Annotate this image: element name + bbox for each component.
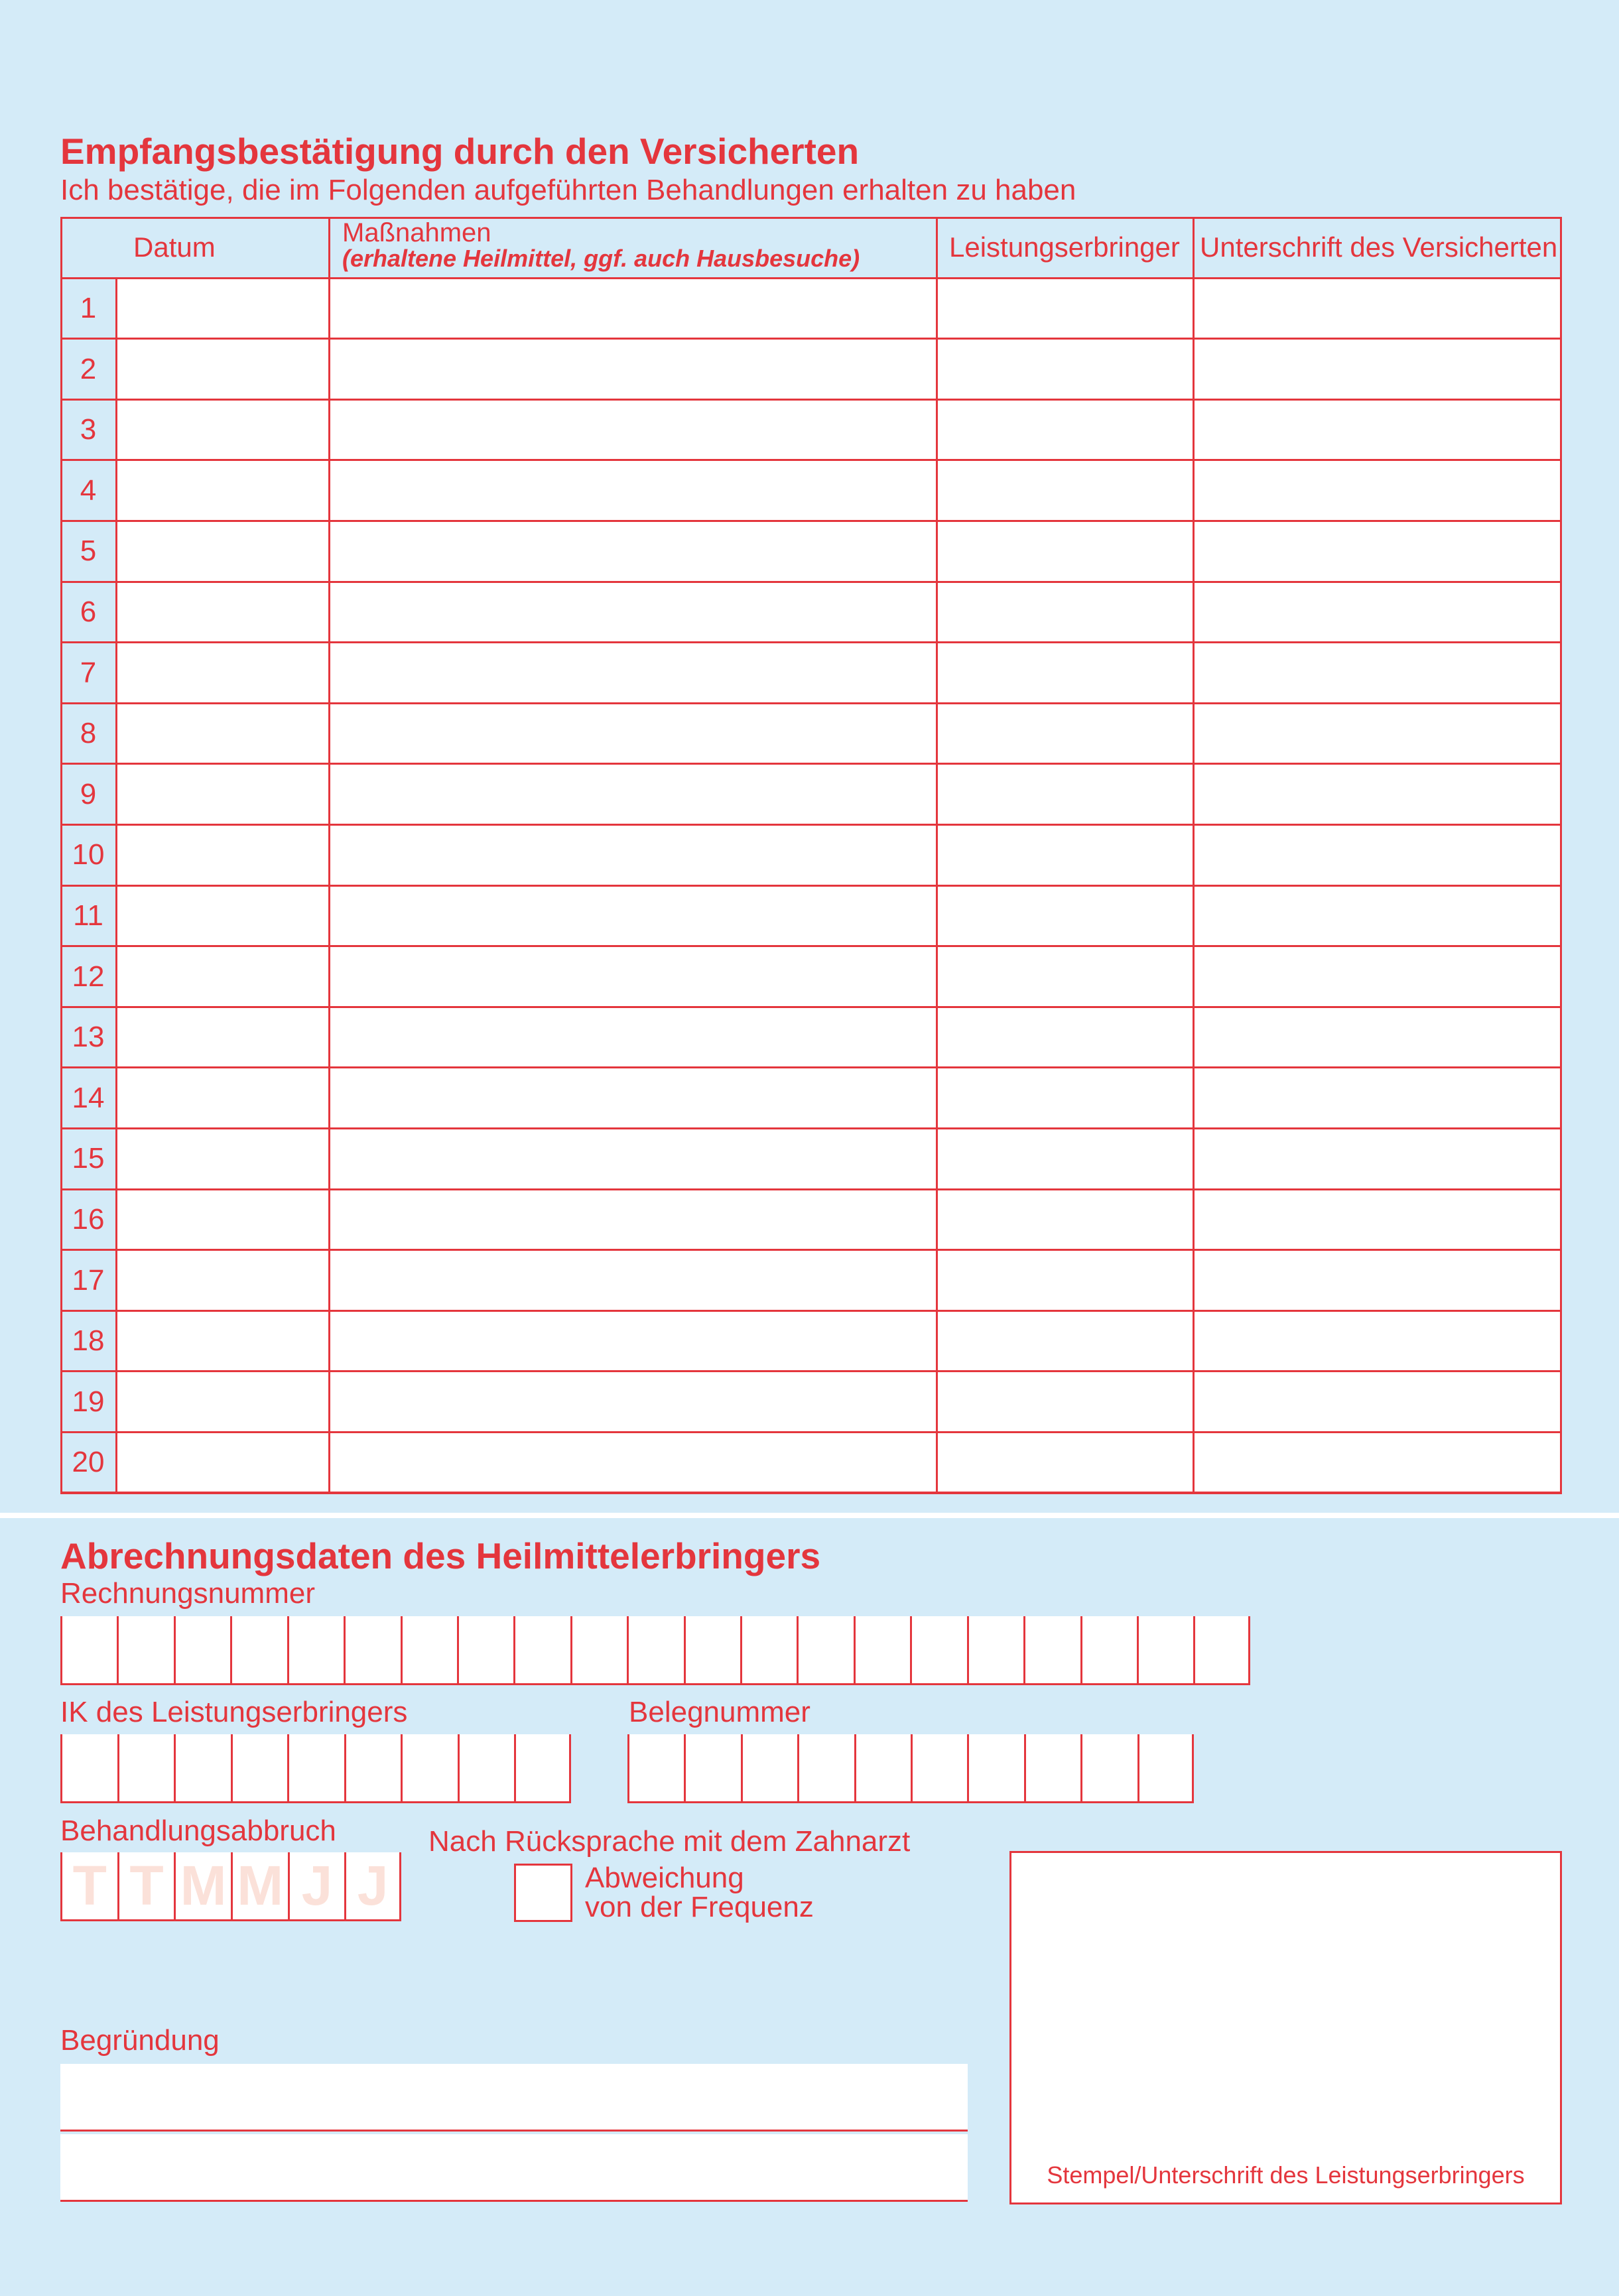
- abweichung-checkbox[interactable]: [514, 1864, 572, 1922]
- ik-digit-box[interactable]: [231, 1734, 288, 1801]
- row-number: 18: [72, 1324, 105, 1358]
- ik-digit-box[interactable]: [344, 1734, 401, 1801]
- date-digit-box[interactable]: T: [60, 1852, 117, 1919]
- confirmation-subtitle: Ich bestätige, die im Folgenden aufgeführten Behandlungen erhalten zu haben: [60, 174, 1076, 206]
- table-border: [60, 217, 1562, 1494]
- rechnungsnummer-digit-box[interactable]: [457, 1616, 513, 1683]
- row-number: 6: [80, 596, 97, 628]
- row-number: 12: [72, 960, 105, 993]
- row-number: 8: [80, 717, 97, 750]
- row-number: 11: [73, 899, 103, 932]
- row-number: 5: [80, 535, 97, 568]
- rechnungsnummer-digit-box[interactable]: [684, 1616, 740, 1683]
- stamp-signature-box[interactable]: [1009, 1851, 1562, 2204]
- row-number: 1: [80, 292, 97, 324]
- behandlungsabbruch-label: Behandlungsabbruch: [60, 1815, 336, 1847]
- behandlungsabbruch-date-field[interactable]: [60, 1852, 401, 1921]
- rechnungsnummer-digit-box[interactable]: [740, 1616, 797, 1683]
- belegnummer-digit-box[interactable]: [967, 1734, 1023, 1801]
- belegnummer-digit-box[interactable]: [1080, 1734, 1137, 1801]
- rechnungsnummer-digit-box[interactable]: [570, 1616, 627, 1683]
- rechnungsnummer-label: Rechnungsnummer: [60, 1577, 315, 1610]
- ik-digit-box[interactable]: [60, 1734, 117, 1801]
- begruendung-line-2[interactable]: [60, 2134, 968, 2202]
- rechnungsnummer-digit-box[interactable]: [797, 1616, 853, 1683]
- belegnummer-digit-box[interactable]: [741, 1734, 797, 1801]
- belegnummer-label: Belegnummer: [629, 1696, 810, 1728]
- rechnungsnummer-digit-box[interactable]: [117, 1616, 173, 1683]
- header-massnahmen-sub: (erhaltene Heilmittel, ggf. auch Hausbesuche): [342, 245, 860, 272]
- ik-digit-box[interactable]: [287, 1734, 344, 1801]
- begruendung-label: Begründung: [60, 2024, 220, 2057]
- date-digit-box[interactable]: M: [174, 1852, 231, 1919]
- ik-digit-box[interactable]: [174, 1734, 231, 1801]
- belegnummer-digit-box[interactable]: [1024, 1734, 1080, 1801]
- rechnungsnummer-digit-box[interactable]: [627, 1616, 683, 1683]
- row-number: 20: [72, 1446, 105, 1479]
- belegnummer-digit-box[interactable]: [627, 1734, 684, 1801]
- row-number: 3: [80, 413, 97, 446]
- ik-digit-box[interactable]: [401, 1734, 458, 1801]
- abweichung-label-line2: von der Frequenz: [585, 1891, 814, 1923]
- billing-title: Abrechnungsdaten des Heilmittelerbringers: [60, 1535, 821, 1576]
- rechnungsnummer-digit-box[interactable]: [174, 1616, 230, 1683]
- rechnungsnummer-digit-box[interactable]: [60, 1616, 117, 1683]
- rechnungsnummer-digit-box[interactable]: [1023, 1616, 1080, 1683]
- belegnummer-digit-box[interactable]: [797, 1734, 854, 1801]
- row-number: 10: [72, 838, 105, 871]
- row-number: 13: [72, 1021, 105, 1054]
- row-number: 4: [80, 474, 97, 507]
- header-leistungserbringer: Leistungserbringer: [949, 231, 1180, 263]
- row-number: 2: [80, 352, 97, 385]
- belegnummer-digit-box[interactable]: [1137, 1734, 1194, 1801]
- row-number: 19: [72, 1385, 105, 1418]
- stamp-label: Stempel/Unterschrift des Leistungserbringers: [1047, 2161, 1525, 2189]
- rechnungsnummer-digit-box[interactable]: [967, 1616, 1023, 1683]
- rechnungsnummer-digit-box[interactable]: [344, 1616, 400, 1683]
- begruendung-line-1[interactable]: [60, 2064, 968, 2132]
- rechnungsnummer-digit-box[interactable]: [401, 1616, 457, 1683]
- rechnungsnummer-field[interactable]: [60, 1616, 1250, 1685]
- rechnungsnummer-digit-box[interactable]: [513, 1616, 570, 1683]
- date-digit-box[interactable]: T: [117, 1852, 174, 1919]
- belegnummer-digit-box[interactable]: [684, 1734, 740, 1801]
- confirmation-table: [60, 217, 1562, 1494]
- row-number: 15: [72, 1142, 105, 1175]
- ik-label: IK des Leistungserbringers: [60, 1696, 408, 1728]
- rechnungsnummer-digit-box[interactable]: [230, 1616, 287, 1683]
- rechnungsnummer-digit-box[interactable]: [1137, 1616, 1193, 1683]
- section-divider: [0, 1513, 1619, 1518]
- abweichung-label: [585, 1864, 814, 1922]
- header-unterschrift: Unterschrift des Versicherten: [1200, 231, 1558, 263]
- ik-field[interactable]: [60, 1734, 571, 1803]
- belegnummer-digit-box[interactable]: [854, 1734, 911, 1801]
- date-digit-box[interactable]: J: [344, 1852, 401, 1919]
- abweichung-label-line1: Abweichung: [585, 1862, 744, 1894]
- ik-digit-box[interactable]: [117, 1734, 174, 1801]
- belegnummer-field[interactable]: [627, 1734, 1194, 1803]
- row-number: 14: [72, 1081, 105, 1114]
- date-digit-box[interactable]: M: [231, 1852, 288, 1919]
- ik-digit-box[interactable]: [458, 1734, 515, 1801]
- ik-digit-box[interactable]: [514, 1734, 571, 1801]
- rechnungsnummer-digit-box[interactable]: [854, 1616, 910, 1683]
- rechnungsnummer-digit-box[interactable]: [1193, 1616, 1250, 1683]
- zahnarzt-label: Nach Rücksprache mit dem Zahnarzt: [428, 1825, 911, 1858]
- belegnummer-digit-box[interactable]: [911, 1734, 967, 1801]
- row-number: 16: [72, 1203, 105, 1236]
- confirmation-title: Empfangsbestätigung durch den Versicherten: [60, 131, 860, 172]
- rechnungsnummer-digit-box[interactable]: [910, 1616, 966, 1683]
- rechnungsnummer-digit-box[interactable]: [1080, 1616, 1137, 1683]
- header-datum: Datum: [133, 231, 216, 263]
- header-massnahmen: Maßnahmen: [342, 218, 491, 247]
- row-number: 17: [72, 1263, 105, 1297]
- rechnungsnummer-digit-box[interactable]: [287, 1616, 344, 1683]
- row-number: 9: [80, 777, 97, 810]
- row-number: 7: [80, 656, 97, 689]
- date-digit-box[interactable]: J: [288, 1852, 345, 1919]
